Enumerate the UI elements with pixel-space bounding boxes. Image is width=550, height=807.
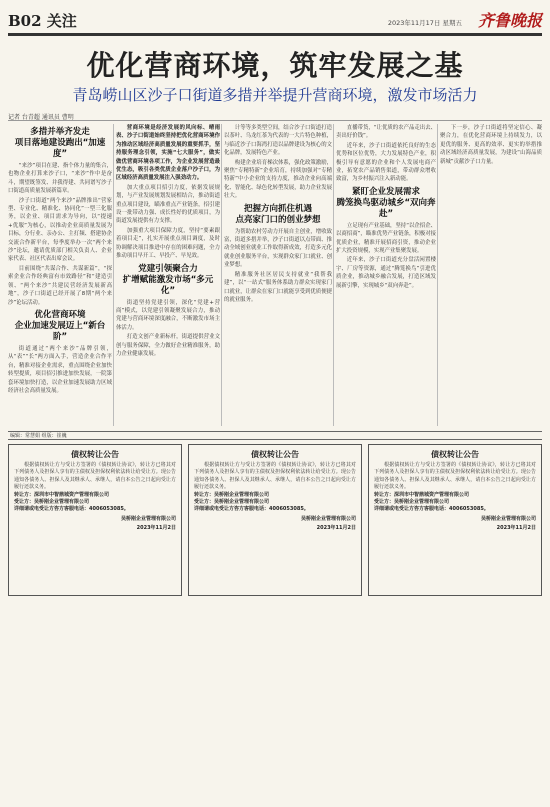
section-heading-line1: 多措并举齐发走 bbox=[30, 127, 90, 137]
section-heading bbox=[336, 187, 436, 220]
notice-signature: 吴桥刚企业管理有限公司 bbox=[120, 515, 176, 522]
section-heading bbox=[8, 127, 112, 160]
section-heading-line2: 项目落地建设跑出“加速度” bbox=[14, 138, 106, 159]
main-headline: 优化营商环境，筑牢发展之基 bbox=[86, 49, 464, 82]
notice-date: 2023年11月2日 bbox=[136, 524, 176, 531]
notice-body: 根据债权转让方与受让方签署的《债权转让协议》，转让方已将其对下列债务人及担保人享有的主债权及担保权利依法转让给受让方。现公告通知各债务人、担保人及其继承人、承继人，请自本公告之日起向受让方履行还款义务。 bbox=[194, 462, 356, 491]
notice-transferor: 转让方：深圳市中智鼎城资产管理有限公司 bbox=[14, 491, 110, 498]
legal-notice bbox=[8, 444, 182, 596]
legal-notice bbox=[188, 444, 362, 596]
notice-date: 2023年11月2日 bbox=[496, 524, 536, 531]
paragraph: 加大重点项目招引力度，依据发展规划，与产业发展规划发展相结合，推动街道重点项目建设，瞄准重点产业链条，招引建设一批带动力强、成长性好的优质项目，为街道发展提供有力支撑。 bbox=[116, 184, 220, 225]
sub-headline: 青岛崂山区沙子口街道多措并举提升营商环境，激发市场活力 bbox=[72, 86, 478, 104]
section-heading-line1: 把握方向抓住机遇 bbox=[243, 203, 312, 214]
paragraph: 计等等多类型空间，结合沙子口街道打造以茶叶、乌龙红茶为代表的一大片特色种植，与临近沙子口海湾打造以品牌建设为核心的文化品牌，发展特色产业。 bbox=[224, 125, 332, 157]
notice-contact: 详细请或电受让方咨方客服电话：4006053085。 bbox=[374, 506, 489, 513]
issue-date: 2023年11月17日 星期五 bbox=[387, 19, 462, 27]
paragraph: 加强重大项目保障力度，坚持“要素跟着项目走”，扎实开展重点项目调度，及时协调解决项目推进中存在的困难问题，全力推动项目早开工、早投产、早见效。 bbox=[116, 227, 220, 260]
divider bbox=[8, 120, 542, 121]
section-heading-line1: 优化营商环境 bbox=[34, 309, 86, 320]
paragraph: 沙子口街道“两个来沙”品牌推出“营家型、专业化、精准化、协同化”一型三化服务，以企业、项目需求为导向，以“提速+优服”为核心，以推动企业高质量发展为目标，分行业、亲办公、主打频、搭建协企交流合作新平台，每季度举办一次“两个来沙”论坛，邀请优质部门相关负责人、企业家代表、社区代表出席会议。 bbox=[8, 197, 112, 263]
paragraph: 打造文创产业新标杆，街道提供营业文创与服务保障，全力做好企业精准服务，助力企业健康发展。 bbox=[116, 334, 220, 357]
newspaper-logo: 齐鲁晚报 bbox=[477, 11, 542, 30]
paragraph: 街道通过“两个来沙”品牌引领，从“表”“长”两方面入手，营造企业合作平台，精准对接企业需求，重点围绕企业加快转型提质，项目招引推进加快发展，一院第套环境加快打造，以企业加速发展助力区域经济社会高质量发展。 bbox=[8, 345, 112, 394]
paragraph: “来沙”项目在建、指个体力量的集合，也物企业打算来沙子口，“来沙”作中是奋斗，期望既签发、并我得建、共同谱写沙子口街道高质量发展新篇章。 bbox=[8, 163, 112, 195]
paragraph: 近年来，沙子口街道依托良好的生态优势和区位优势，大力发展特色产业，积极引导有意愿的企业和个人发展电商产业，拓宽农产品销售渠道，带动群众增收致富，为乡村振兴注入新动能。 bbox=[336, 142, 436, 183]
editor-credits: 编辑：常慧娟 组版：崔巍 bbox=[8, 431, 542, 440]
paragraph: 直播带货，“让优质的农产品走出去、卖出好价钱”。 bbox=[336, 125, 436, 140]
notice-transferee: 受让方：吴桥刚企业管理有限公司 bbox=[14, 499, 90, 506]
page-header bbox=[8, 8, 542, 36]
notice-body: 根据债权转让方与受让方签署的《债权转让协议》，转让方已将其对下列债务人及担保人享有的主债权及担保权利依法转让给受让方。现公告通知各债务人、担保人及其继承人、承继人，请自本公告之日起向受让方履行还款义务。 bbox=[374, 462, 536, 491]
section-heading bbox=[116, 264, 220, 297]
paragraph: 为帮助农村劳动力开展自主创业，增收致富，街道多措并举，沙子口街道以点带面、推动全域创业就业工作取得新成效，打造多元化就业创业服务平台，实现群众家门口就业、创业梦想。 bbox=[224, 228, 332, 269]
notice-title: 债权转让公告 bbox=[251, 449, 299, 459]
notice-transferor: 转让方：吴桥刚企业管理有限公司 bbox=[194, 491, 270, 498]
notice-title: 债权转让公告 bbox=[431, 449, 479, 459]
notice-transferor: 转让方：深圳市中智鼎城资产管理有限公司 bbox=[374, 491, 470, 498]
column-divider bbox=[437, 124, 438, 426]
article-column-3 bbox=[224, 124, 332, 428]
paragraph: 街道坚持党建引领，深化“党建+营商”模式，以党建引领凝聚发展合力，推动党建与营商环境深度融合，不断激发市场主体活力。 bbox=[116, 299, 220, 331]
notice-signature: 吴桥刚企业管理有限公司 bbox=[480, 515, 536, 522]
section-label: B02 关注 bbox=[8, 12, 77, 30]
section-heading-line2: 腾笼换鸟驱动城乡“双向奔赴” bbox=[336, 197, 436, 219]
paragraph: 构建企业培育梯次体系，强化政策激励，聚焦“专精特新”企业培育，持续加强对“专精特新”中小企业的支持力度，推动企业向高端化、智能化、绿色化转型发展，助力企业发展壮大。 bbox=[224, 159, 332, 200]
notice-transferee: 受让方：吴桥刚企业管理有限公司 bbox=[194, 499, 270, 506]
section-heading-line2: 企业加速发展迈上“新台阶” bbox=[14, 320, 106, 342]
section-heading-line2: 点亮家门口的创业梦想 bbox=[235, 214, 321, 225]
article-column-2 bbox=[116, 124, 220, 428]
notice-contact: 详细请或电受让方咨方客服电话：4006053085。 bbox=[194, 506, 309, 513]
legal-notice bbox=[368, 444, 542, 596]
column-divider bbox=[333, 124, 334, 426]
section-heading-line2: 扩增赋能激发市场“多元化” bbox=[122, 274, 214, 296]
notice-body: 根据债权转让方与受让方签署的《债权转让协议》，转让方已将其对下列债务人及担保人享有的主债权及担保权利依法转让给受让方。现公告通知各债务人、担保人及其继承人、承继人，请自本公告之日起向受让方履行还款义务。 bbox=[14, 462, 176, 491]
section-heading bbox=[224, 204, 332, 226]
section-heading-line1: 党建引领聚合力 bbox=[138, 263, 198, 274]
paragraph: 目前围绕“共谋合作、共谋新篇”，“探索企业合作经典富有市效路径”和“建造引领、“两个来沙”共建民营经济发展新高地”，沙子口街道已经开展了8期“两个来沙”论坛活动。 bbox=[8, 265, 112, 306]
lead-paragraph: 营商环境是经济发展的风向标、晴雨表、沙子口街道始终坚持把优化营商环境作为推动区域经济高质量发展的重要抓手，坚持服务理念引领，实施“七大服务”，做实做优营商环境各项工作，为企业发展营造最优生态，吸引各类优质企业落户沙子口，为区域经济高质量发展注入强劲动力。 bbox=[116, 125, 220, 182]
notice-title: 债权转让公告 bbox=[71, 449, 119, 459]
article-column-1 bbox=[8, 124, 112, 428]
paragraph: 精准服务社区居民支持就业“我帮我建”，以“一站式”服务体系助力群众实现家门口就业，让群众在家门口就能享受到优质便捷的就业服务。 bbox=[224, 271, 332, 303]
section-heading bbox=[8, 310, 112, 343]
paragraph: 近年来，沙子口街道充分盘活闲置楼宇、厂房等资源，通过“腾笼换鸟”引进优质企业，推动城乡融合发展，打造区域发展新引擎，实现城乡“双向奔赴”。 bbox=[336, 257, 436, 289]
notice-signature: 吴桥刚企业管理有限公司 bbox=[300, 515, 356, 522]
article-column-4 bbox=[336, 124, 436, 428]
byline: 记者 台青超 通讯员 曹明 bbox=[8, 114, 74, 121]
column-divider bbox=[221, 124, 222, 426]
article-column-5 bbox=[440, 124, 542, 428]
section-heading-line1: 紧盯企业发展需求 bbox=[351, 186, 420, 197]
notice-transferee: 受让方：吴桥刚企业管理有限公司 bbox=[374, 499, 450, 506]
notice-date: 2023年11月2日 bbox=[316, 524, 356, 531]
paragraph: 下一步，沙子口街道将坚定信心、凝聚合力，在优化营商环境上持续发力，以更优的服务、更高的效率、更实的举措推动区域经济高质量发展，为建设“山海品质新城”贡献沙子口力量。 bbox=[440, 125, 542, 165]
column-divider bbox=[113, 124, 114, 426]
notice-contact: 详细请或电受让方咨方客服电话：4006053085。 bbox=[14, 506, 129, 513]
paragraph: 立足现有产业基础，坚持“以企招企、以商招商”，瞄准优势产业链条，积极对接优质企业，精准开展招商引资，推动企业扩大投资规模，实现产业集聚发展。 bbox=[336, 222, 436, 255]
